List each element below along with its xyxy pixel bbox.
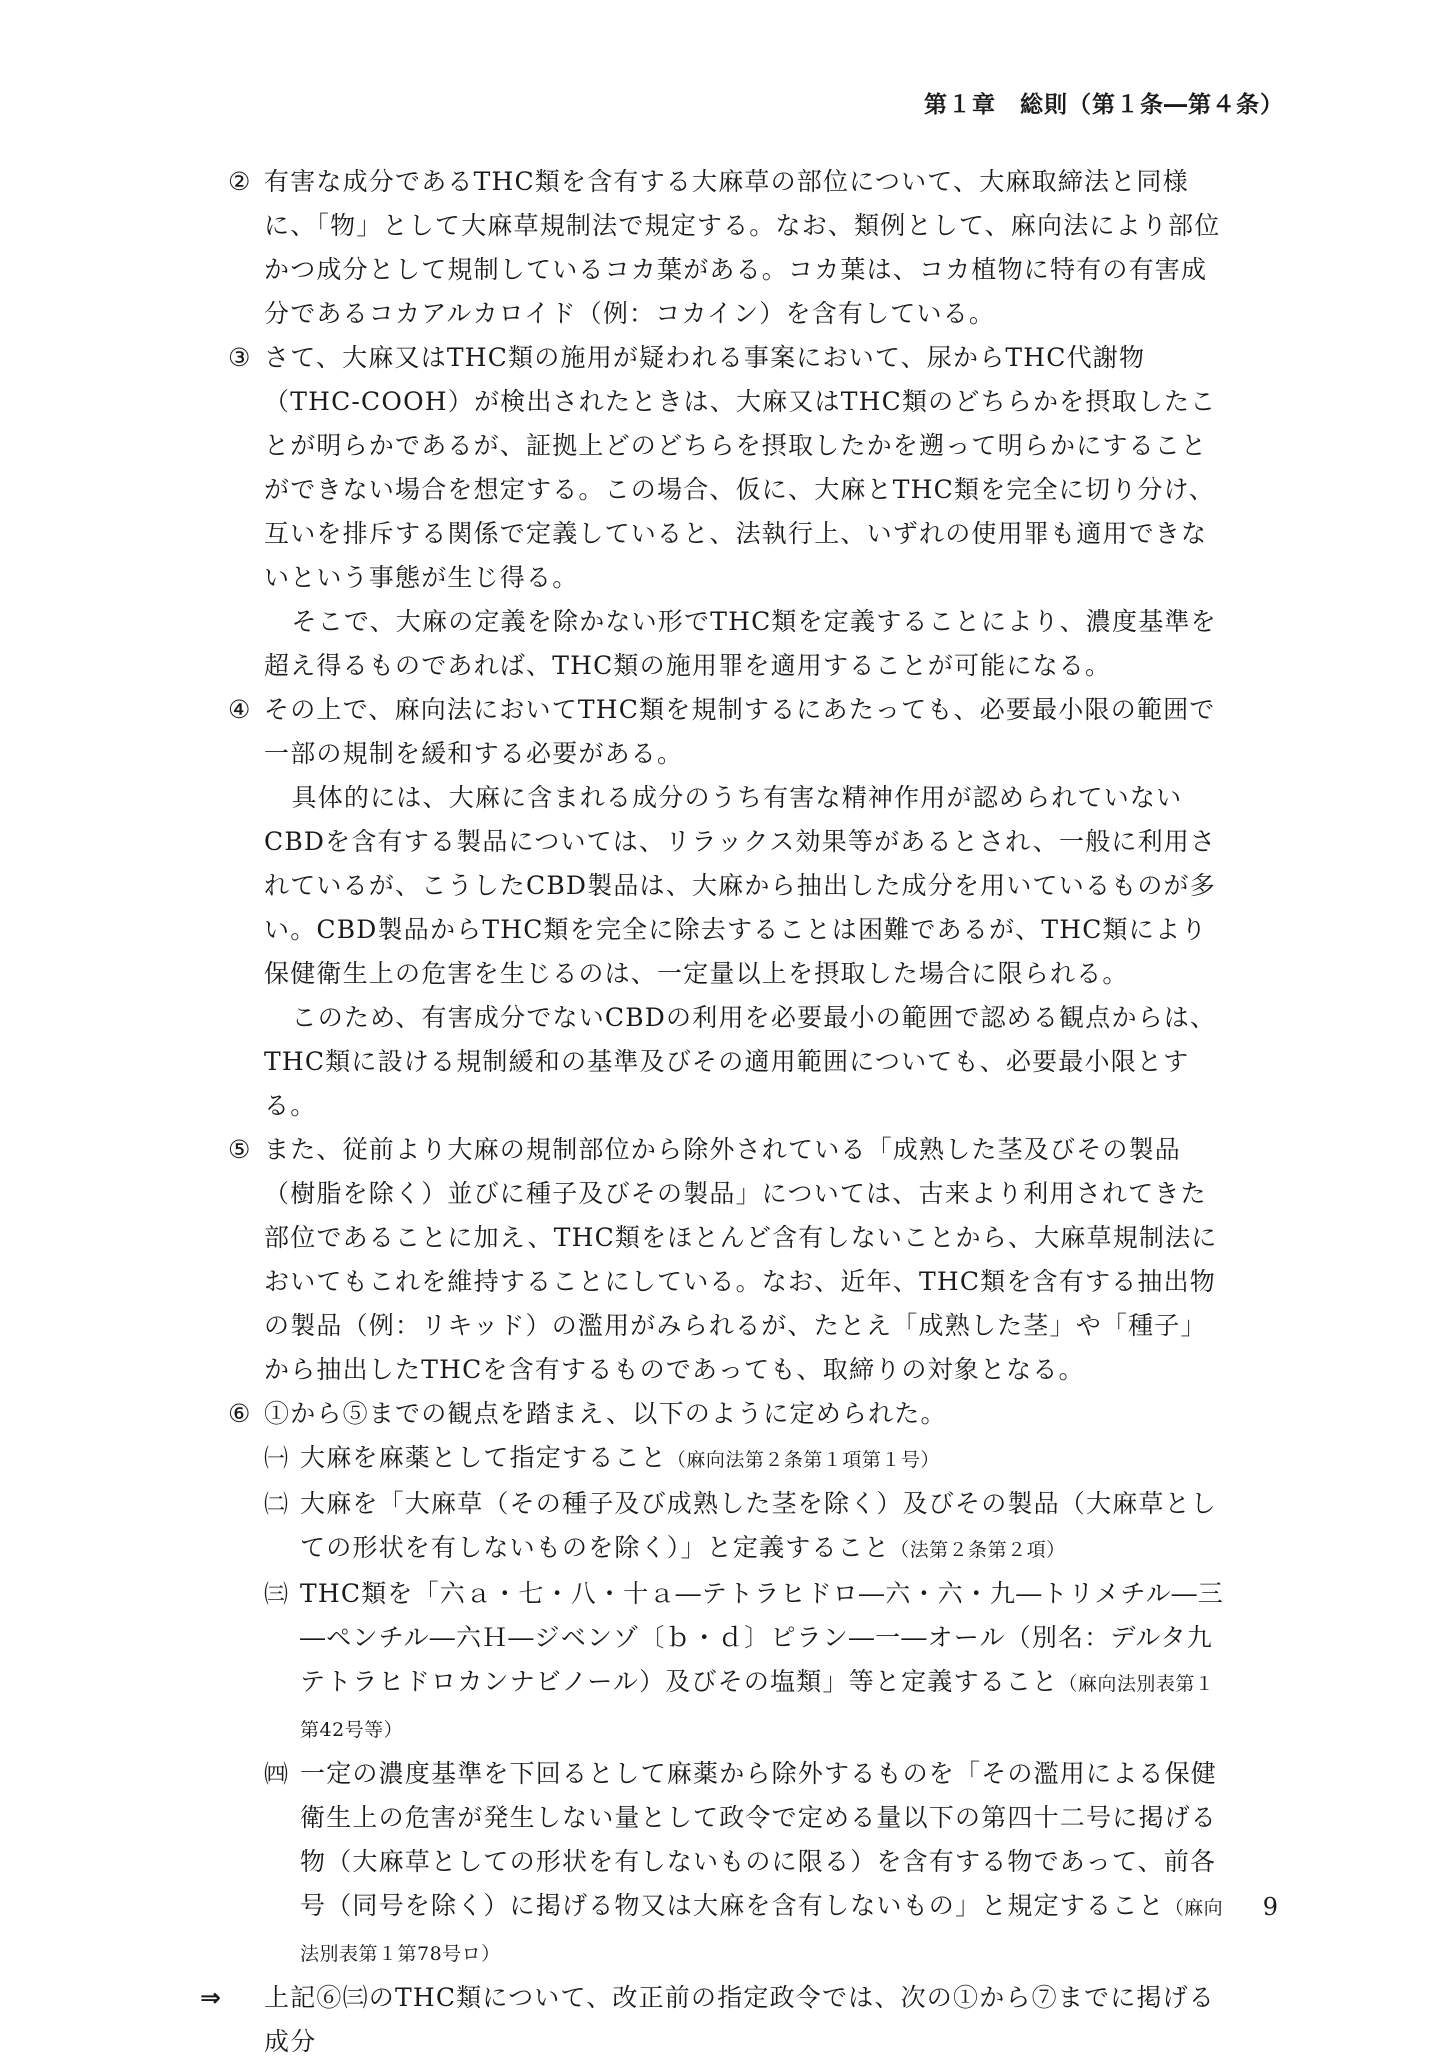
sub-item-4 [228,1752,1228,1976]
sub-item-1 [228,1436,1228,1482]
paragraph: そこで、大麻の定義を除かない形でTHC類を定義することにより、濃度基準を超え得るものであれば、THC類の施用罪を適用することが可能になる。 [264,607,1217,680]
paragraph: 具体的には、大麻に含まれる成分のうち有害な精神作用が認められていないCBDを含有する製品については、リラックス効果等があるとされ、一般に利用されているが、こうしたCBD製品は、大麻から抽出した成分を用いているものが多い。CBD製品からTHC類を完全に除去することは困難であるが、THC類により保健衛生上の危害を生じるのは、一定量以上を摂取した場合に限られる。 [264,783,1217,988]
conclusion-text: 上記⑥㈢のTHC類について、改正前の指定政令では、次の①から⑦までに掲げる成分 [264,1983,1216,2056]
sub-item-number: ㈡ [264,1490,290,1518]
item-text: 有害な成分であるTHC類を含有する大麻草の部位について、大麻取締法と同様に、「物」として大麻草規制法で規定する。なお、類例として、麻向法により部位かつ成分として規制しているコカ葉がある。コカ葉は、コカ植物に特有の有害成分であるコカアルカロイド（例：コカイン）を含有している。 [264,167,1221,328]
sub-item-number: ㈠ [264,1444,290,1472]
running-head: 第１章 総則（第１条―第４条） [924,92,1284,118]
sub-item-number: ㈣ [264,1760,290,1788]
arrow-icon: ⇒ [200,1983,223,2012]
item-number: ⑥ [228,1399,252,1428]
sub-item-text: 一定の濃度基準を下回るとして麻薬から除外するものを「その濫用による保健衛生上の危害が発生しない量として政令で定める量以下の第四十二号に掲げる物（大麻草としての形状を有しないものに限る）を含有する物であって、前各号（同号を除く）に掲げる物又は大麻を含有しないもの」と規定すること [300,1759,1218,1920]
conclusion-line [200,1976,1228,2064]
sub-item-3 [228,1572,1228,1752]
citation: （法第２条第２項） [890,1539,1066,1561]
sub-item-text: THC類を「六ａ・七・八・十ａ―テトラヒドロ―六・六・九―トリメチル―三―ペンチル―六Ｈ―ジベンゾ〔ｂ・ｄ〕ピラン―一―オール（別名：デルタ九テトラヒドロカンナビノール）及びその塩類」等と定義すること [300,1579,1225,1696]
item-text: また、従前より大麻の規制部位から除外されている「成熟した茎及びその製品（樹脂を除く）並びに種子及びその製品」については、古来より利用されてきた部位であることに加え、THC類をほとんど含有しないことから、大麻草規制法においてもこれを維持することにしている。なお、近年、THC類を含有する抽出物の製品（例：リキッド）の濫用がみられるが、たとえ「成熟した茎」や「種子」から抽出したTHCを含有するものであっても、取締りの対象となる。 [264,1135,1218,1384]
sub-item-number: ㈢ [264,1580,290,1608]
item-text: さて、大麻又はTHC類の施用が疑われる事案において、尿からTHC代謝物（THC-COOH）が検出されたときは、大麻又はTHC類のどちらかを摂取したことが明らかであるが、証拠上どのどちらを摂取したかを遡って明らかにすることができない場合を想定する。この場合、仮に、大麻とTHC類を完全に切り分け、互いを排斥する関係で定義していると、法執行上、いずれの使用罪も適用できないという事態が生じ得る。 [264,343,1217,592]
item-number: ③ [228,343,252,372]
page-body [200,160,1228,2064]
item-text: ①から⑤までの観点を踏まえ、以下のように定められた。 [264,1399,947,1428]
item-text: その上で、麻向法においてTHC類を規制するにあたっても、必要最小限の範囲で一部の規制を緩和する必要がある。 [264,695,1216,768]
list-item-4 [228,688,1228,776]
sub-item-text: 大麻を麻薬として指定すること [300,1443,667,1472]
citation: （麻向法第２条第１項第１号） [666,1449,940,1471]
sub-item-2 [228,1482,1228,1572]
paragraph: このため、有害成分でないCBDの利用を必要最小の範囲で認める観点からは、THC類に設ける規制緩和の基準及びその適用範囲についても、必要最小限とする。 [264,1003,1217,1120]
item-number: ⑤ [228,1135,252,1164]
page-number: 9 [1262,1893,1278,1921]
sub-item-text: 大麻を「大麻草（その種子及び成熟した茎を除く）及びその製品（大麻草としての形状を有しないものを除く）」と定義すること [300,1489,1218,1562]
item-number: ④ [228,695,252,724]
citation: （麻向法別表第１第42号等） [300,1673,1215,1741]
list-item-2 [228,160,1228,336]
list-item-5 [228,1128,1228,1392]
item-number: ② [228,167,252,196]
citation: （麻向法別表第１第78号ロ） [300,1897,1224,1965]
list-item-3 [228,336,1228,600]
list-item-6 [228,1392,1228,1436]
